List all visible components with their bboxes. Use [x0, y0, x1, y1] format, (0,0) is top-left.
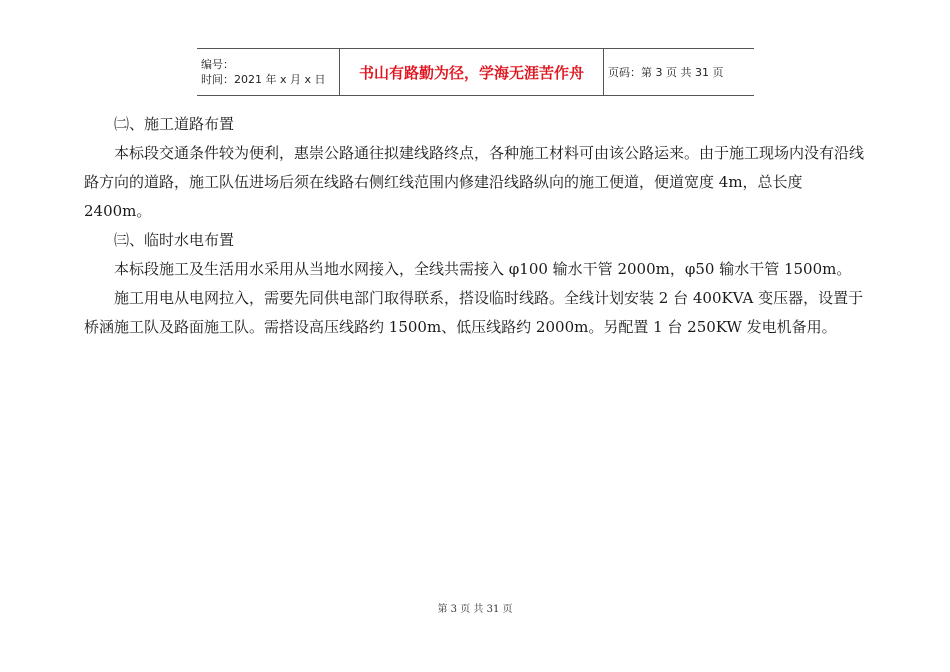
paragraph-road: 本标段交通条件较为便利，惠崇公路通往拟建线路终点，各种施工材料可由该公路运来。由于施工现场内没有沿线路方向的道路，施工队伍进场后须在线路右侧红线范围内修建沿线路纵向的施工便道，便道宽度 4m，总长度 2400m。: [84, 144, 865, 220]
paragraph-power: 施工用电从电网拉入，需要先同供电部门取得联系，搭设临时线路。全线计划安装 2 台 400KVA 变压器，设置于桥涵施工队及路面施工队。需搭设高压线路约 1500m、低压线路约 2000m。另配置 1 台 250KW 发电机备用。: [84, 289, 864, 336]
document-body: [84, 110, 874, 342]
header-motto: 书山有路勤为径，学海无涯苦作舟: [340, 49, 604, 96]
header-left-cell: [197, 49, 340, 96]
page-footer: 第 3 页 共 31 页: [437, 604, 513, 615]
number-label: 编号：: [201, 58, 234, 71]
document-header: [197, 48, 754, 96]
section-heading-water-power: ㈢、临时水电布置: [114, 231, 235, 249]
time-label: 时间：2021 年 x 月 x 日: [201, 73, 326, 86]
section-heading-road: ㈡、施工道路布置: [114, 115, 235, 133]
header-page-code: 页码：第 3 页 共 31 页: [604, 49, 755, 96]
paragraph-water: 本标段施工及生活用水采用从当地水网接入，全线共需接入 φ100 输水干管 2000m，φ50 输水干管 1500m。: [114, 260, 852, 278]
